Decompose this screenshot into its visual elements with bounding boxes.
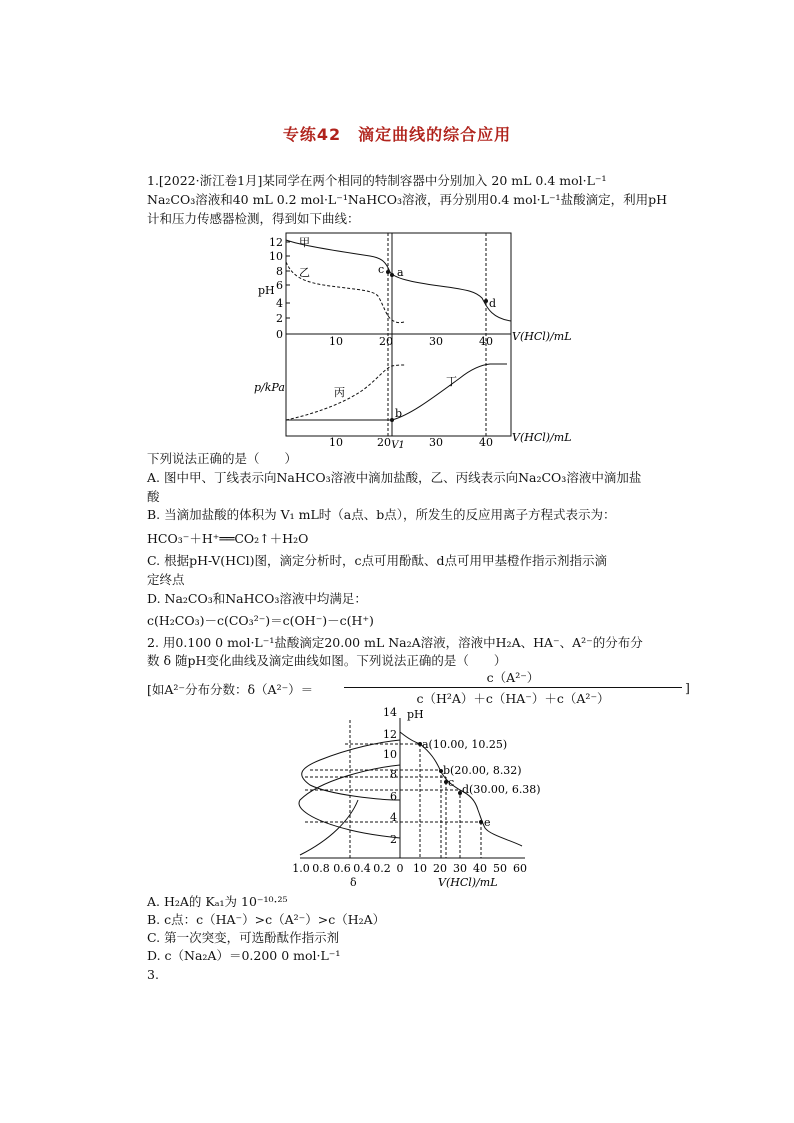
q1-option-a-line2: 酸 <box>147 489 160 504</box>
ph-tick-8: 8 <box>276 265 283 278</box>
curve-jia <box>286 240 511 321</box>
formula-numerator: c（A²⁻） <box>486 670 540 685</box>
fig2-ytick-12: 12 <box>383 728 397 741</box>
delta-tick-08: 0.8 <box>312 862 330 875</box>
ph-xtick-20: 20 <box>379 335 393 348</box>
page-title: 专练42 滴定曲线的综合应用 <box>282 125 512 144</box>
p-xtick-10: 10 <box>329 436 343 449</box>
ph-xtick-10: 10 <box>329 335 343 348</box>
q2-option-a: A. H₂A的 Kₐ₁为 10⁻¹⁰·²⁵ <box>147 894 288 909</box>
p-xtick-v1: V1 <box>391 440 405 451</box>
q1-stem-line1: 1.[2022·浙江卷1月]某同学在两个相同的特制容器中分别加入 20 mL 0.4 mol·L⁻¹ <box>147 173 607 188</box>
p-x-axis-label: V(HCl)/mL <box>512 431 572 444</box>
fig2-ytick-14: 14 <box>383 706 397 719</box>
q1-question: 下列说法正确的是（ ） <box>147 451 298 466</box>
ph-xtick-40: 40 <box>479 335 493 348</box>
q2-option-b: B. c点：c（HA⁻）>c（A²⁻）>c（H₂A） <box>147 912 386 927</box>
ph-x-axis-label: V(HCl)/mL <box>512 330 572 343</box>
v-tick-60: 60 <box>513 862 527 875</box>
q1-option-b-equation: HCO₃⁻＋H⁺══CO₂↑＋H₂O <box>147 531 309 546</box>
p-xtick-30: 30 <box>429 436 443 449</box>
fig2-ph-label: pH <box>407 708 424 721</box>
p-xtick-20: 20 <box>377 436 391 449</box>
delta-curve-h2a <box>300 800 358 855</box>
point-a-label: a <box>397 266 404 279</box>
ph-tick-4: 4 <box>276 297 283 310</box>
point-c-label: c <box>378 263 385 276</box>
q2-distribution-formula <box>147 668 690 708</box>
formula-denominator: c（H²A）＋c（HA⁻）＋c（A²⁻） <box>416 691 610 706</box>
q1-stem-line3: 计和压力传感器检测，得到如下曲线： <box>147 211 360 226</box>
delta-tick-04: 0.4 <box>353 862 371 875</box>
formula-bracket: ] <box>685 680 690 695</box>
fig2-point-a: a(10.00, 10.25) <box>422 738 508 751</box>
p-xtick-40: 40 <box>479 436 493 449</box>
label-jia: 甲 <box>299 236 310 249</box>
q1-stem-line2: Na₂CO₃溶液和40 mL 0.2 mol·L⁻¹NaHCO₃溶液，再分别用0.4 mol·L⁻¹盐酸滴定，利用pH <box>147 192 667 207</box>
delta-axis-label: δ <box>350 876 357 889</box>
ph-axis-label: pH <box>258 284 275 297</box>
point-d-label: d <box>489 297 497 310</box>
v-tick-20: 20 <box>433 862 447 875</box>
delta-tick-0: 0 <box>396 862 404 875</box>
q2-option-c: C. 第一次突变，可选酚酞作指示剂 <box>147 930 340 945</box>
q2-stem-line1: 2. 用0.100 0 mol·L⁻¹盐酸滴定20.00 mL Na₂A溶液，溶液中H₂A、HA⁻、A²⁻的分布分 <box>147 635 643 650</box>
ph-tick-2: 2 <box>276 312 283 325</box>
pressure-axis-label: p/kPa <box>254 381 285 394</box>
fig2-v-axis-label: V(HCl)/mL <box>438 876 498 889</box>
q1-option-a-line1: A. 图中甲、丁线表示向NaHCO₃溶液中滴加盐酸，乙、丙线表示向Na₂CO₃溶液中滴加盐 <box>147 470 642 485</box>
q2-stem-line2: 数 δ 随pH变化曲线及滴定曲线如图。下列说法正确的是（ ） <box>147 653 507 668</box>
v-tick-50: 50 <box>493 862 507 875</box>
fig2-ytick-10: 10 <box>383 748 397 761</box>
delta-tick-06: 0.6 <box>333 862 351 875</box>
ph-tick-10: 10 <box>269 250 283 263</box>
ph-xtick-30: 30 <box>429 335 443 348</box>
fig2-point-c: c <box>448 776 455 789</box>
fig2-ytick-8: 8 <box>390 768 397 781</box>
ph-tick-12: 12 <box>269 236 283 249</box>
q1-option-d-line1: D. Na₂CO₃和NaHCO₃溶液中均满足： <box>147 591 367 606</box>
ph-tick-0: 0 <box>276 328 283 341</box>
pressure-chart-frame <box>286 334 511 436</box>
label-yi: 乙 <box>299 266 310 279</box>
ph-tick-6: 6 <box>276 279 283 292</box>
fig2-ytick-2: 2 <box>390 833 397 846</box>
fig2-point-d: d(30.00, 6.38) <box>462 783 541 796</box>
q2-option-d: D. c（Na₂A）＝0.200 0 mol·L⁻¹ <box>147 948 341 963</box>
delta-tick-1: 1.0 <box>292 862 310 875</box>
v-tick-30: 30 <box>453 862 467 875</box>
formula-lhs: [如A²⁻分布分数：δ（A²⁻）＝ <box>147 682 314 697</box>
fig2-ytick-4: 4 <box>390 811 397 824</box>
q3-number: 3. <box>147 967 159 982</box>
v-tick-10: 10 <box>413 862 427 875</box>
label-ding: 丁 <box>446 375 457 388</box>
delta-tick-02: 0.2 <box>373 862 391 875</box>
q1-option-d-equation: c(H₂CO₃)－c(CO₃²⁻)＝c(OH⁻)－c(H⁺) <box>147 613 374 628</box>
fig2-point-b: b(20.00, 8.32) <box>443 764 522 777</box>
v-tick-40: 40 <box>473 862 487 875</box>
q1-option-c-line2: 定终点 <box>147 572 185 587</box>
q1-option-c-line1: C. 根据pH-V(HCl)图，滴定分析时，c点可用酚酞、d点可用甲基橙作指示剂指示滴 <box>147 553 608 568</box>
q1-option-b-line1: B. 当滴加盐酸的体积为 V₁ mL时（a点、b点），所发生的反应用离子方程式表示为： <box>147 507 616 522</box>
formula-fraction-bar <box>344 687 682 688</box>
point-b-label: b <box>395 407 403 420</box>
fig2-point-e: e <box>484 816 491 829</box>
fig2-ytick-6: 6 <box>390 790 397 803</box>
label-bing: 丙 <box>334 386 345 399</box>
figure-2-delta-titration-chart <box>292 706 540 889</box>
